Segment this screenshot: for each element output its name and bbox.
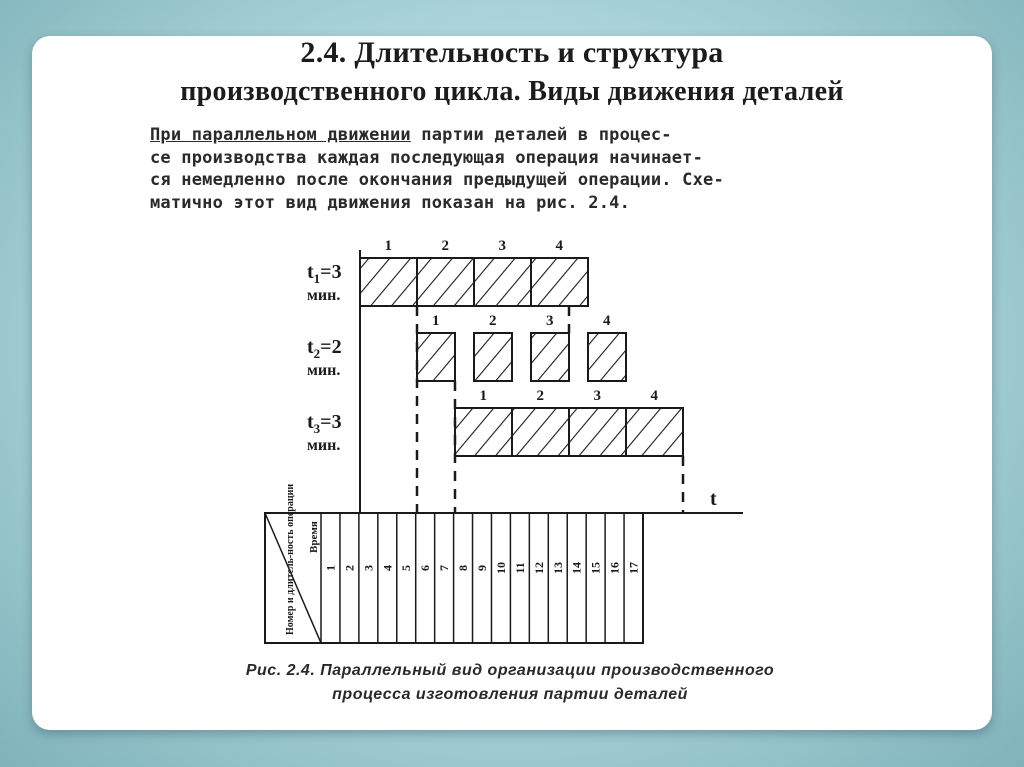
part-number-op3-1: 1 <box>479 388 487 404</box>
part-block-op2-4 <box>588 333 626 381</box>
operation-label-subscript: 2 <box>313 346 321 361</box>
part-block-op1-1 <box>360 258 417 306</box>
time-tick-1: 1 <box>323 565 338 571</box>
part-block-op3-1 <box>455 408 512 456</box>
part-number-op3-3: 3 <box>593 388 601 404</box>
time-tick-6: 6 <box>418 565 433 571</box>
part-number-op1-2: 2 <box>441 238 449 254</box>
operation-unit-1: мин. <box>307 287 341 304</box>
time-tick-8: 8 <box>456 565 471 571</box>
operation-label-3: $t_3=3$ <box>307 411 342 436</box>
paragraph-line-4: матично этот вид движения показан на рис. 2.4. <box>150 192 631 213</box>
time-tick-4: 4 <box>380 565 395 571</box>
operation-label-subscript: 1 <box>313 271 321 286</box>
part-block-op1-3 <box>474 258 531 306</box>
part-block-op1-2 <box>417 258 474 306</box>
time-tick-9: 9 <box>475 565 489 571</box>
operation-unit-2: мин. <box>307 362 341 379</box>
part-number-op2-4: 4 <box>603 313 611 329</box>
operation-label-value: =3 <box>320 411 342 433</box>
time-axis-label: t <box>710 488 717 510</box>
part-block-op2-2 <box>474 333 512 381</box>
part-block-op2-1 <box>417 333 455 381</box>
table-header-time: Время <box>308 521 320 553</box>
time-tick-10: 10 <box>493 562 508 574</box>
paragraph-line-1-rest: партии деталей в процес- <box>410 125 672 145</box>
part-number-op3-2: 2 <box>536 388 544 404</box>
part-number-op2-1: 1 <box>432 313 440 329</box>
part-number-op1-4: 4 <box>555 238 563 254</box>
operation-label-value: =2 <box>320 336 342 358</box>
part-number-op1-3: 3 <box>498 238 506 254</box>
paragraph-line-2: се производства каждая последующая операция начинает- <box>150 147 704 168</box>
title-line-1: 2.4. Длительность и структура <box>300 36 724 69</box>
operation-label-subscript: 3 <box>313 421 321 436</box>
part-block-op3-3 <box>569 408 626 456</box>
time-tick-5: 5 <box>399 565 414 571</box>
time-tick-12: 12 <box>531 562 546 574</box>
part-block-op3-4 <box>626 408 683 456</box>
part-block-op1-4 <box>531 258 588 306</box>
time-tick-14: 14 <box>569 562 584 574</box>
underlined-term: При параллельном движении <box>150 125 411 145</box>
table-header-operation: Номер и длитель-ность операции <box>285 483 296 635</box>
time-tick-3: 3 <box>361 565 376 571</box>
part-block-op2-3 <box>531 333 569 381</box>
time-tick-15: 15 <box>588 562 603 574</box>
part-number-op1-1: 1 <box>384 238 392 254</box>
time-tick-2: 2 <box>342 565 357 571</box>
operation-label-value: =3 <box>320 261 342 283</box>
paragraph-line-3: ся немедленно после окончания предыдущей операции. Схе- <box>150 170 724 190</box>
figure-caption-line-2: процесса изготовления партии деталей <box>332 686 688 703</box>
part-number-op2-2: 2 <box>489 313 497 329</box>
operation-label-2: $t_2=2$ <box>307 336 342 361</box>
time-tick-13: 13 <box>550 562 565 574</box>
operation-unit-3: мин. <box>307 437 341 454</box>
part-block-op3-2 <box>512 408 569 456</box>
operation-label-1: $t_1=3$ <box>307 261 342 286</box>
time-tick-17: 17 <box>626 562 641 574</box>
figure-caption-line-1: Рис. 2.4. Параллельный вид организации производственного <box>245 662 775 679</box>
time-tick-11: 11 <box>512 562 527 574</box>
part-number-op2-3: 3 <box>546 313 554 329</box>
title-line-2: производственного цикла. Виды движения деталей <box>180 76 844 107</box>
time-tick-7: 7 <box>437 565 452 571</box>
part-number-op3-4: 4 <box>650 388 658 404</box>
time-tick-16: 16 <box>607 562 622 574</box>
